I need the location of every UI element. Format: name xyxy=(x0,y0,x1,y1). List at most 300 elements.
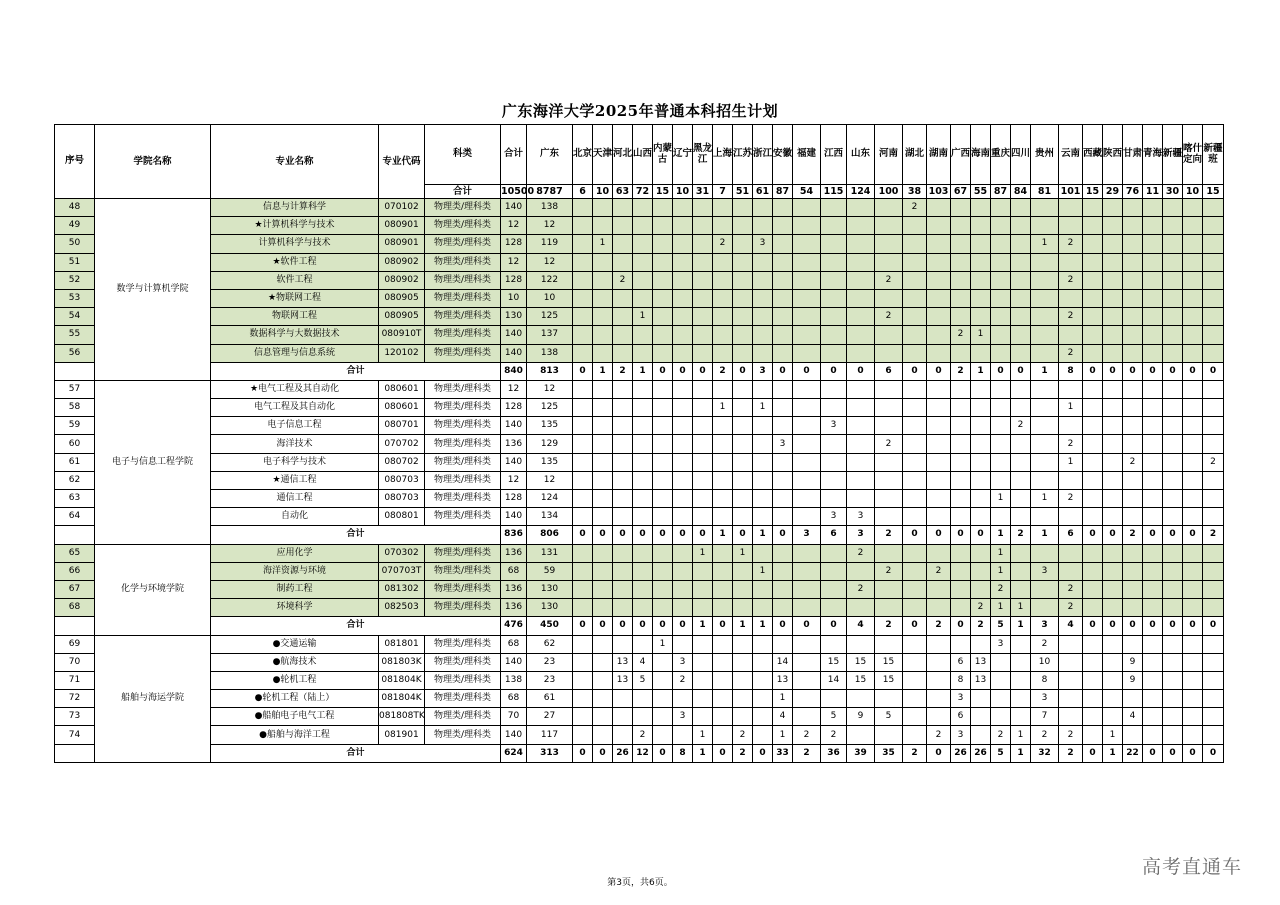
province-quota-cell xyxy=(821,380,847,398)
province-quota-cell xyxy=(673,544,693,562)
subtotal-value: 0 xyxy=(693,526,713,544)
subtotal-value: 0 xyxy=(927,362,951,380)
category-cell: 物理类/理科类 xyxy=(425,453,501,471)
province-quota-cell xyxy=(821,344,847,362)
province-quota-cell xyxy=(1103,308,1123,326)
province-quota-cell xyxy=(903,544,927,562)
subtotal-value: 1 xyxy=(753,617,773,635)
province-quota-cell xyxy=(593,508,613,526)
province-quota-cell xyxy=(653,690,673,708)
province-quota-cell xyxy=(773,562,793,580)
province-quota-cell xyxy=(1083,544,1103,562)
seq-cell: 54 xyxy=(55,308,95,326)
province-quota-cell xyxy=(1031,308,1059,326)
province-quota-cell xyxy=(673,289,693,307)
province-quota-cell xyxy=(713,435,733,453)
province-quota-cell xyxy=(1031,580,1059,598)
category-cell: 物理类/理科类 xyxy=(425,199,501,217)
major-total-cell: 140 xyxy=(501,344,527,362)
province-quota-cell xyxy=(733,635,753,653)
province-quota-cell: 8 xyxy=(1031,671,1059,689)
major-name-cell: 电气工程及其自动化 xyxy=(211,399,379,417)
province-quota-cell xyxy=(927,417,951,435)
major-total-cell: 68 xyxy=(501,690,527,708)
province-quota-cell xyxy=(1123,562,1143,580)
subtotal-value: 2 xyxy=(793,744,821,762)
grand-total-value: 15 xyxy=(1083,185,1103,199)
province-quota-cell xyxy=(1143,199,1163,217)
province-quota-cell xyxy=(1011,508,1031,526)
subtotal-value: 0 xyxy=(573,526,593,544)
subtotal-value: 0 xyxy=(927,526,951,544)
province-quota-cell xyxy=(951,399,971,417)
seq-cell: 71 xyxy=(55,671,95,689)
major-total-cell: 136 xyxy=(501,599,527,617)
province-quota-cell xyxy=(653,726,673,744)
province-quota-cell xyxy=(593,289,613,307)
province-quota-cell xyxy=(753,690,773,708)
province-quota-cell xyxy=(713,253,733,271)
seq-cell: 72 xyxy=(55,690,95,708)
province-quota-cell xyxy=(633,253,653,271)
subtotal-value: 0 xyxy=(653,362,673,380)
grand-total-value: 7 xyxy=(713,185,733,199)
province-quota-cell xyxy=(573,599,593,617)
province-quota-cell xyxy=(693,344,713,362)
province-quota-cell: 2 xyxy=(1059,235,1083,253)
major-name-cell: 电子信息工程 xyxy=(211,417,379,435)
province-quota-cell: 2 xyxy=(1031,726,1059,744)
province-quota-cell xyxy=(773,199,793,217)
province-quota-cell: 2 xyxy=(847,580,875,598)
province-quota-cell xyxy=(793,253,821,271)
province-quota-cell xyxy=(991,508,1011,526)
subtotal-value: 0 xyxy=(753,744,773,762)
province-quota-cell xyxy=(673,217,693,235)
province-quota-cell xyxy=(713,217,733,235)
province-quota-cell xyxy=(1203,253,1224,271)
province-quota-cell xyxy=(927,599,951,617)
province-quota-cell xyxy=(793,399,821,417)
province-quota-cell: 61 xyxy=(527,690,573,708)
province-quota-cell xyxy=(633,490,653,508)
major-name-cell: ★计算机科学与技术 xyxy=(211,217,379,235)
table-row xyxy=(55,544,1224,562)
province-quota-cell xyxy=(951,599,971,617)
province-quota-cell xyxy=(753,471,773,489)
province-quota-cell xyxy=(971,635,991,653)
province-quota-cell xyxy=(1103,690,1123,708)
seq-cell: 62 xyxy=(55,471,95,489)
province-quota-cell xyxy=(1031,326,1059,344)
province-quota-cell xyxy=(1083,308,1103,326)
subtotal-value: 0 xyxy=(593,744,613,762)
table-row xyxy=(55,344,1224,362)
province-quota-cell xyxy=(1123,690,1143,708)
province-quota-cell xyxy=(951,380,971,398)
province-quota-cell: 13 xyxy=(971,671,991,689)
province-quota-cell xyxy=(1163,217,1183,235)
subtotal-value: 0 xyxy=(1163,617,1183,635)
province-quota-cell xyxy=(793,435,821,453)
province-quota-cell xyxy=(875,289,903,307)
province-quota-cell xyxy=(613,399,633,417)
grand-total-value: 51 xyxy=(733,185,753,199)
province-quota-cell xyxy=(1083,653,1103,671)
province-quota-cell xyxy=(693,708,713,726)
province-quota-cell xyxy=(793,380,821,398)
province-quota-cell xyxy=(991,344,1011,362)
province-quota-cell xyxy=(733,708,753,726)
province-quota-cell: 1 xyxy=(633,308,653,326)
province-quota-cell xyxy=(821,690,847,708)
province-quota-cell xyxy=(1183,253,1203,271)
header-province: 北京 xyxy=(573,125,593,185)
province-quota-cell: 23 xyxy=(527,653,573,671)
province-quota-cell xyxy=(1143,580,1163,598)
header-seq: 序号 xyxy=(55,125,95,199)
province-quota-cell xyxy=(847,599,875,617)
table-row xyxy=(55,508,1224,526)
subtotal-value: 33 xyxy=(773,744,793,762)
province-quota-cell xyxy=(613,562,633,580)
province-quota-cell xyxy=(927,490,951,508)
province-quota-cell xyxy=(1011,344,1031,362)
category-cell: 物理类/理科类 xyxy=(425,599,501,617)
category-cell: 物理类/理科类 xyxy=(425,417,501,435)
province-quota-cell: 2 xyxy=(733,726,753,744)
province-quota-cell xyxy=(1031,199,1059,217)
major-name-cell: 应用化学 xyxy=(211,544,379,562)
province-quota-cell xyxy=(1203,471,1224,489)
subtotal-value: 0 xyxy=(633,526,653,544)
header-province: 湖南 xyxy=(927,125,951,185)
header-major: 专业名称 xyxy=(211,125,379,199)
province-quota-cell xyxy=(713,199,733,217)
province-quota-cell xyxy=(593,671,613,689)
subtotal-value: 3 xyxy=(847,526,875,544)
province-quota-cell xyxy=(1103,399,1123,417)
province-quota-cell xyxy=(847,217,875,235)
province-quota-cell xyxy=(1183,344,1203,362)
province-quota-cell: 122 xyxy=(527,271,573,289)
major-total-cell: 140 xyxy=(501,199,527,217)
table-row xyxy=(55,708,1224,726)
province-quota-cell xyxy=(821,453,847,471)
subtotal-value: 840 xyxy=(501,362,527,380)
province-quota-cell xyxy=(847,635,875,653)
province-quota-cell xyxy=(793,199,821,217)
grand-total-value: 101 xyxy=(1059,185,1083,199)
subtotal-value: 2 xyxy=(875,526,903,544)
province-quota-cell: 1 xyxy=(693,726,713,744)
province-quota-cell: 125 xyxy=(527,308,573,326)
header-province: 山西 xyxy=(633,125,653,185)
province-quota-cell: 3 xyxy=(951,726,971,744)
province-quota-cell xyxy=(847,235,875,253)
subtotal-seq-cell xyxy=(55,744,95,762)
table-row xyxy=(55,471,1224,489)
province-quota-cell xyxy=(753,380,773,398)
province-quota-cell xyxy=(733,326,753,344)
province-quota-cell xyxy=(1203,544,1224,562)
subtotal-value: 2 xyxy=(613,362,633,380)
subtotal-value: 0 xyxy=(793,617,821,635)
province-quota-cell xyxy=(1143,490,1163,508)
major-code-cell: 080702 xyxy=(379,453,425,471)
province-quota-cell xyxy=(971,235,991,253)
major-total-cell: 128 xyxy=(501,271,527,289)
grand-total-label: 合计 xyxy=(425,185,501,199)
province-quota-cell xyxy=(1143,380,1163,398)
province-quota-cell xyxy=(927,690,951,708)
province-quota-cell xyxy=(1143,562,1163,580)
province-quota-cell xyxy=(1059,690,1083,708)
grand-total-value: 29 xyxy=(1103,185,1123,199)
province-quota-cell xyxy=(613,453,633,471)
category-cell: 物理类/理科类 xyxy=(425,580,501,598)
province-quota-cell xyxy=(593,690,613,708)
province-quota-cell xyxy=(903,271,927,289)
grand-total-value: 61 xyxy=(753,185,773,199)
subtotal-value: 0 xyxy=(951,526,971,544)
subtotal-value: 1 xyxy=(713,526,733,544)
subtotal-value: 836 xyxy=(501,526,527,544)
province-quota-cell xyxy=(733,271,753,289)
province-quota-cell xyxy=(1059,217,1083,235)
major-code-cell: 070702 xyxy=(379,435,425,453)
province-quota-cell: 2 xyxy=(1059,490,1083,508)
province-quota-cell xyxy=(1083,289,1103,307)
province-quota-cell xyxy=(821,253,847,271)
major-name-cell: 制药工程 xyxy=(211,580,379,598)
subtotal-value: 32 xyxy=(1031,744,1059,762)
province-quota-cell xyxy=(991,399,1011,417)
province-quota-cell xyxy=(733,690,753,708)
province-quota-cell xyxy=(1011,544,1031,562)
province-quota-cell xyxy=(1103,562,1123,580)
major-total-cell: 130 xyxy=(501,308,527,326)
subtotal-value: 0 xyxy=(1103,526,1123,544)
seq-cell: 52 xyxy=(55,271,95,289)
province-quota-cell xyxy=(673,199,693,217)
subtotal-value: 0 xyxy=(1103,362,1123,380)
province-quota-cell xyxy=(593,544,613,562)
province-quota-cell xyxy=(693,653,713,671)
header-category: 科类 xyxy=(425,125,501,185)
major-total-cell: 12 xyxy=(501,217,527,235)
province-quota-cell xyxy=(1143,599,1163,617)
province-quota-cell xyxy=(1083,199,1103,217)
subtotal-value: 0 xyxy=(593,526,613,544)
province-quota-cell xyxy=(1143,690,1163,708)
subtotal-value: 813 xyxy=(527,362,573,380)
subtotal-label: 合计 xyxy=(211,617,501,635)
province-quota-cell xyxy=(1031,471,1059,489)
subtotal-row xyxy=(55,362,1224,380)
province-quota-cell xyxy=(1143,235,1163,253)
province-quota-cell xyxy=(1203,708,1224,726)
province-quota-cell xyxy=(875,544,903,562)
subtotal-value: 0 xyxy=(573,362,593,380)
province-quota-cell xyxy=(1103,580,1123,598)
province-quota-cell xyxy=(1103,253,1123,271)
subtotal-value: 0 xyxy=(713,617,733,635)
seq-cell: 57 xyxy=(55,380,95,398)
province-quota-cell: 1 xyxy=(593,235,613,253)
province-quota-cell xyxy=(1123,235,1143,253)
major-code-cell: 080701 xyxy=(379,417,425,435)
seq-cell: 58 xyxy=(55,399,95,417)
province-quota-cell xyxy=(733,653,753,671)
province-quota-cell xyxy=(1103,453,1123,471)
province-quota-cell xyxy=(613,635,633,653)
major-total-cell: 68 xyxy=(501,562,527,580)
subtotal-value: 1 xyxy=(971,362,991,380)
province-quota-cell: 15 xyxy=(821,653,847,671)
province-quota-cell: 137 xyxy=(527,326,573,344)
major-code-cell: 080902 xyxy=(379,253,425,271)
province-quota-cell xyxy=(971,508,991,526)
subtotal-value: 0 xyxy=(793,362,821,380)
province-quota-cell xyxy=(653,271,673,289)
province-quota-cell xyxy=(753,253,773,271)
subtotal-value: 0 xyxy=(1163,362,1183,380)
grand-total-value: 15 xyxy=(653,185,673,199)
province-quota-cell xyxy=(1203,635,1224,653)
province-quota-cell xyxy=(1031,435,1059,453)
subtotal-seq-cell xyxy=(55,362,95,380)
province-quota-cell xyxy=(733,217,753,235)
subtotal-value: 0 xyxy=(847,362,875,380)
province-quota-cell xyxy=(573,508,593,526)
province-quota-cell xyxy=(1011,380,1031,398)
subtotal-value: 8 xyxy=(1059,362,1083,380)
province-quota-cell: 3 xyxy=(1031,690,1059,708)
header-province: 四川 xyxy=(1011,125,1031,185)
province-quota-cell xyxy=(903,344,927,362)
province-quota-cell xyxy=(1083,471,1103,489)
major-name-cell: 通信工程 xyxy=(211,490,379,508)
subtotal-value: 2 xyxy=(903,744,927,762)
table-row xyxy=(55,635,1224,653)
province-quota-cell xyxy=(653,344,673,362)
province-quota-cell: 1 xyxy=(1011,726,1031,744)
province-quota-cell xyxy=(903,399,927,417)
province-quota-cell xyxy=(653,508,673,526)
seq-cell: 59 xyxy=(55,417,95,435)
province-quota-cell xyxy=(793,708,821,726)
province-quota-cell xyxy=(1059,562,1083,580)
table-row xyxy=(55,435,1224,453)
category-cell: 物理类/理科类 xyxy=(425,380,501,398)
subtotal-value: 2 xyxy=(971,617,991,635)
subtotal-value: 2 xyxy=(713,362,733,380)
province-quota-cell xyxy=(673,344,693,362)
subtotal-value: 6 xyxy=(1059,526,1083,544)
subtotal-value: 1 xyxy=(1031,362,1059,380)
province-quota-cell xyxy=(713,599,733,617)
province-quota-cell xyxy=(1103,599,1123,617)
province-quota-cell xyxy=(847,326,875,344)
subtotal-value: 1 xyxy=(1031,526,1059,544)
province-quota-cell xyxy=(1031,271,1059,289)
category-cell: 物理类/理科类 xyxy=(425,653,501,671)
province-quota-cell xyxy=(1123,490,1143,508)
province-quota-cell: 4 xyxy=(1123,708,1143,726)
province-quota-cell xyxy=(1059,653,1083,671)
province-quota-cell xyxy=(1163,271,1183,289)
province-quota-cell xyxy=(593,326,613,344)
province-quota-cell: 138 xyxy=(527,199,573,217)
province-quota-cell xyxy=(1083,726,1103,744)
province-quota-cell xyxy=(593,453,613,471)
province-quota-cell xyxy=(1163,726,1183,744)
category-cell: 物理类/理科类 xyxy=(425,235,501,253)
subtotal-value: 0 xyxy=(1143,617,1163,635)
province-quota-cell xyxy=(1203,308,1224,326)
subtotal-value: 1 xyxy=(693,744,713,762)
province-quota-cell xyxy=(653,453,673,471)
province-quota-cell xyxy=(673,562,693,580)
subtotal-value: 1 xyxy=(633,362,653,380)
province-quota-cell xyxy=(821,471,847,489)
province-quota-cell: 1 xyxy=(713,399,733,417)
table-row xyxy=(55,690,1224,708)
subtotal-value: 0 xyxy=(1203,744,1224,762)
subtotal-value: 2 xyxy=(733,744,753,762)
province-quota-cell xyxy=(875,235,903,253)
province-quota-cell xyxy=(1183,453,1203,471)
province-quota-cell xyxy=(733,435,753,453)
province-quota-cell xyxy=(1103,508,1123,526)
grand-total-value: 31 xyxy=(693,185,713,199)
subtotal-value: 0 xyxy=(773,617,793,635)
seq-cell: 64 xyxy=(55,508,95,526)
province-quota-cell xyxy=(653,490,673,508)
province-quota-cell: 2 xyxy=(1059,726,1083,744)
subtotal-value: 0 xyxy=(673,617,693,635)
category-cell: 物理类/理科类 xyxy=(425,508,501,526)
grand-total-value: 124 xyxy=(847,185,875,199)
province-quota-cell xyxy=(693,562,713,580)
province-quota-cell xyxy=(653,708,673,726)
province-quota-cell xyxy=(1103,671,1123,689)
province-quota-cell: 2 xyxy=(1059,599,1083,617)
grand-total-value: 54 xyxy=(793,185,821,199)
province-quota-cell xyxy=(991,253,1011,271)
province-quota-cell xyxy=(971,471,991,489)
province-quota-cell: 13 xyxy=(971,653,991,671)
province-quota-cell xyxy=(613,435,633,453)
province-quota-cell xyxy=(733,417,753,435)
province-quota-cell xyxy=(673,726,693,744)
province-quota-cell xyxy=(1203,217,1224,235)
province-quota-cell xyxy=(693,326,713,344)
table-row xyxy=(55,653,1224,671)
province-quota-cell xyxy=(593,562,613,580)
table-row xyxy=(55,289,1224,307)
grand-total-value: 11 xyxy=(1143,185,1163,199)
province-quota-cell: 13 xyxy=(613,653,633,671)
subtotal-value: 0 xyxy=(573,617,593,635)
seq-cell: 73 xyxy=(55,708,95,726)
seq-cell: 53 xyxy=(55,289,95,307)
province-quota-cell xyxy=(1143,289,1163,307)
header-college: 学院名称 xyxy=(95,125,211,199)
province-quota-cell xyxy=(773,399,793,417)
major-code-cell: 080703 xyxy=(379,471,425,489)
